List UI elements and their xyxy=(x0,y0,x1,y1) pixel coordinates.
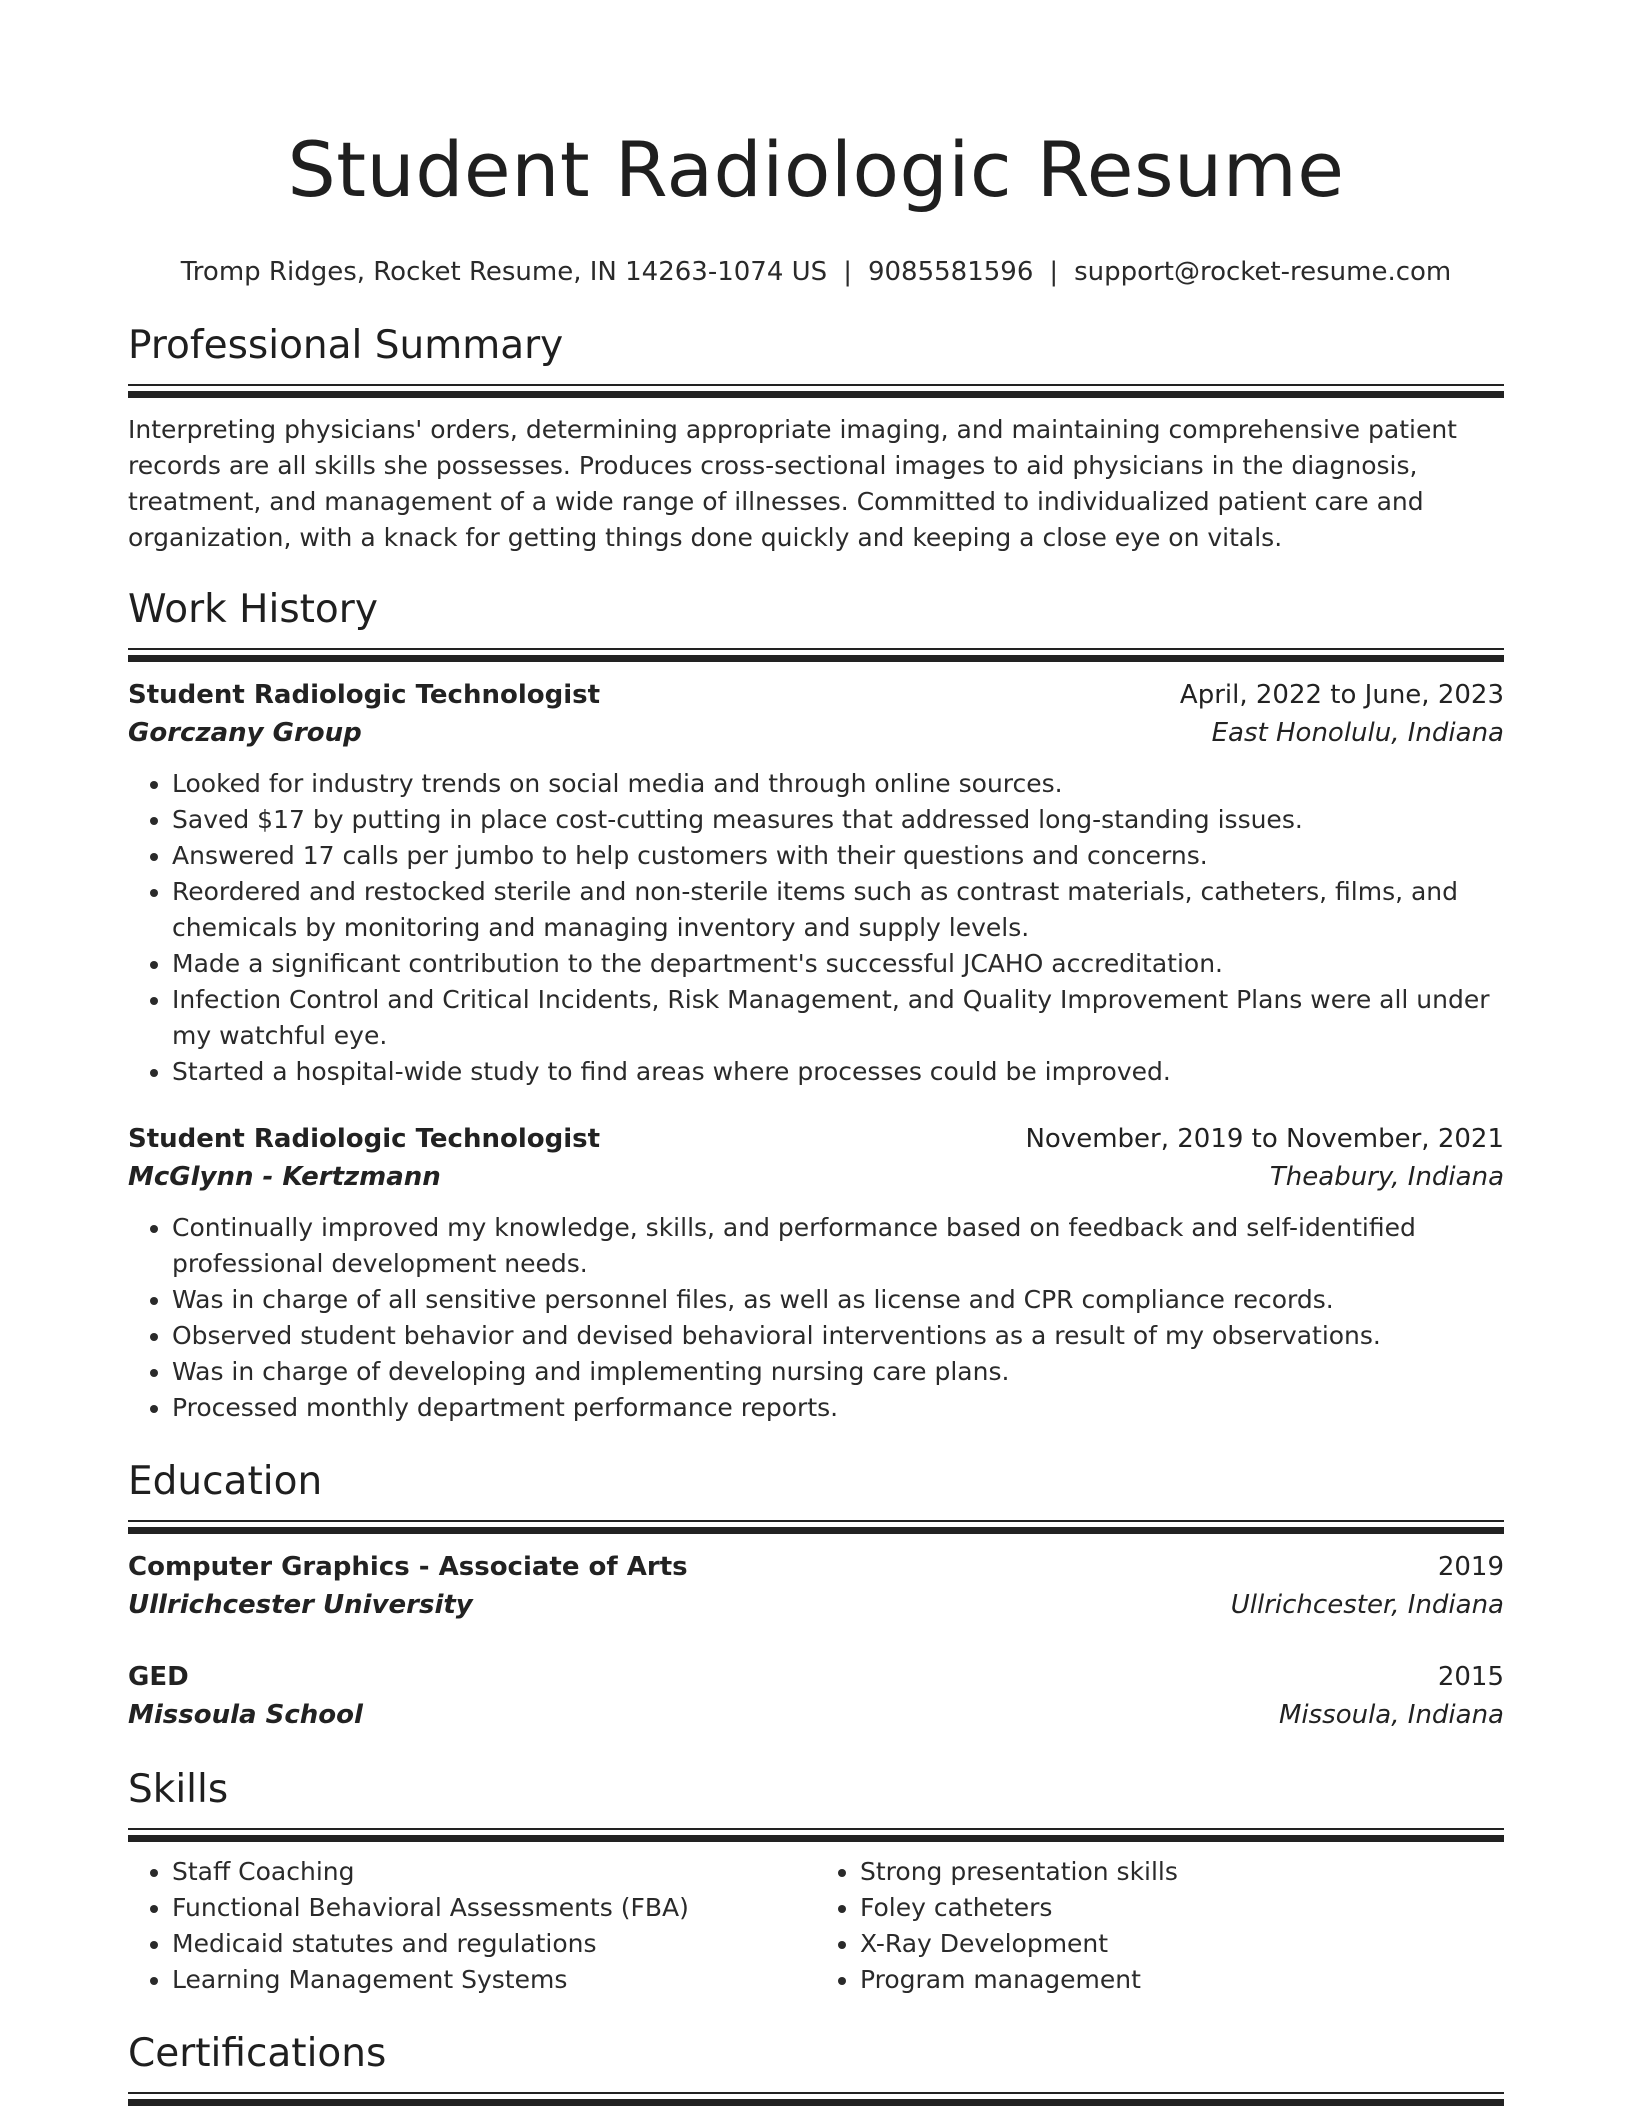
education-degree: Computer Graphics - Associate of Arts xyxy=(128,1552,688,1582)
section-title-work: Work History xyxy=(128,587,378,632)
section-rule xyxy=(128,384,1504,398)
resume-title: Student Radiologic Resume xyxy=(287,125,1345,214)
list-item: • Looked for industry trends on social media and through online sources. xyxy=(172,766,1504,802)
job-bullets xyxy=(128,766,1504,1090)
list-item: • Answered 17 calls per jumbo to help customers with their questions and concerns. xyxy=(172,838,1504,874)
job-title: Student Radiologic Technologist xyxy=(128,1124,601,1154)
list-item: • Program management xyxy=(860,1962,1504,1998)
education-location: Ullrichcester, Indiana xyxy=(1230,1590,1504,1620)
job-entry xyxy=(128,676,1504,1090)
certifications-section xyxy=(128,2028,1504,2106)
summary-text: Interpreting physicians' orders, determining appropriate imaging, and maintaining comprehensive patient records are all skills she possesses. Produces cross-sectional images to aid physicians in the diagnosis, treatment, and management of a wide range of illnesses. Committed to individualized patient care and organization, with a knack for getting things done quickly and keeping a close eye on vitals. xyxy=(128,415,1457,552)
job-company: Gorczany Group xyxy=(128,718,362,748)
list-item: • Saved $17 by putting in place cost-cutting measures that addressed long-standing issues. xyxy=(172,802,1504,838)
work-section xyxy=(128,584,1504,1426)
list-item: • Processed monthly department performance reports. xyxy=(172,1390,1504,1426)
education-entry xyxy=(128,1658,1504,1734)
list-item: • Medicaid statutes and regulations xyxy=(172,1926,816,1962)
section-rule xyxy=(128,1520,1504,1534)
list-item: • Learning Management Systems xyxy=(172,1962,816,1998)
job-bullets xyxy=(128,1210,1504,1426)
section-title-summary: Professional Summary xyxy=(128,323,564,368)
education-degree: GED xyxy=(128,1662,189,1692)
list-item: • Made a significant contribution to the department's successful JCAHO accreditation. xyxy=(172,946,1504,982)
list-item: • Functional Behavioral Assessments (FBA) xyxy=(172,1890,816,1926)
contact-line xyxy=(128,254,1504,290)
section-title-skills: Skills xyxy=(128,1767,229,1812)
job-company: McGlynn - Kertzmann xyxy=(128,1162,441,1192)
job-location: Theabury, Indiana xyxy=(1269,1162,1504,1192)
list-item: • Continually improved my knowledge, skills, and performance based on feedback and self-identified professional development needs. xyxy=(172,1210,1504,1282)
job-dates: November, 2019 to November, 2021 xyxy=(1025,1124,1504,1154)
contact-address: Tromp Ridges, Rocket Resume, IN 14263-1074 US xyxy=(180,257,828,287)
skills-section xyxy=(128,1764,1504,1998)
contact-separator: | xyxy=(1049,257,1059,287)
job-dates: April, 2022 to June, 2023 xyxy=(1179,680,1504,710)
section-rule xyxy=(128,648,1504,662)
contact-phone: 9085581596 xyxy=(867,257,1034,287)
contact-separator: | xyxy=(843,257,852,287)
list-item: • X-Ray Development xyxy=(860,1926,1504,1962)
list-item: • Observed student behavior and devised behavioral interventions as a result of my observations. xyxy=(172,1318,1504,1354)
education-year: 2019 xyxy=(1437,1552,1504,1582)
list-item: • Infection Control and Critical Incidents, Risk Management, and Quality Improvement Plans were all under my watchful eye. xyxy=(172,982,1504,1054)
education-location: Missoula, Indiana xyxy=(1278,1700,1504,1730)
list-item: • Started a hospital-wide study to find areas where processes could be improved. xyxy=(172,1054,1504,1090)
list-item: • Reordered and restocked sterile and non-sterile items such as contrast materials, catheters, films, and chemicals by monitoring and managing inventory and supply levels. xyxy=(172,874,1504,946)
list-item: • Foley catheters xyxy=(860,1890,1504,1926)
education-entry xyxy=(128,1548,1504,1624)
job-title: Student Radiologic Technologist xyxy=(128,680,601,710)
list-item: • Strong presentation skills xyxy=(860,1854,1504,1890)
list-item: • Staff Coaching xyxy=(172,1854,816,1890)
contact-email: support@rocket-resume.com xyxy=(1074,257,1452,287)
section-rule xyxy=(128,1828,1504,1842)
job-entry xyxy=(128,1120,1504,1426)
skills-columns xyxy=(128,1842,1504,1998)
section-title-education: Education xyxy=(128,1459,323,1504)
skills-list-right xyxy=(816,1854,1504,1998)
summary-section xyxy=(128,320,1504,556)
education-school: Missoula School xyxy=(128,1700,363,1730)
list-item: • Was in charge of all sensitive personnel files, as well as license and CPR compliance records. xyxy=(172,1282,1504,1318)
section-title-certifications: Certifications xyxy=(128,2031,387,2076)
job-location: East Honolulu, Indiana xyxy=(1211,718,1504,748)
education-section xyxy=(128,1456,1504,1734)
list-item: • Was in charge of developing and implementing nursing care plans. xyxy=(172,1354,1504,1390)
education-year: 2015 xyxy=(1437,1662,1504,1692)
education-school: Ullrichcester University xyxy=(128,1590,473,1620)
section-rule xyxy=(128,2092,1504,2106)
skills-list-left xyxy=(128,1854,816,1998)
